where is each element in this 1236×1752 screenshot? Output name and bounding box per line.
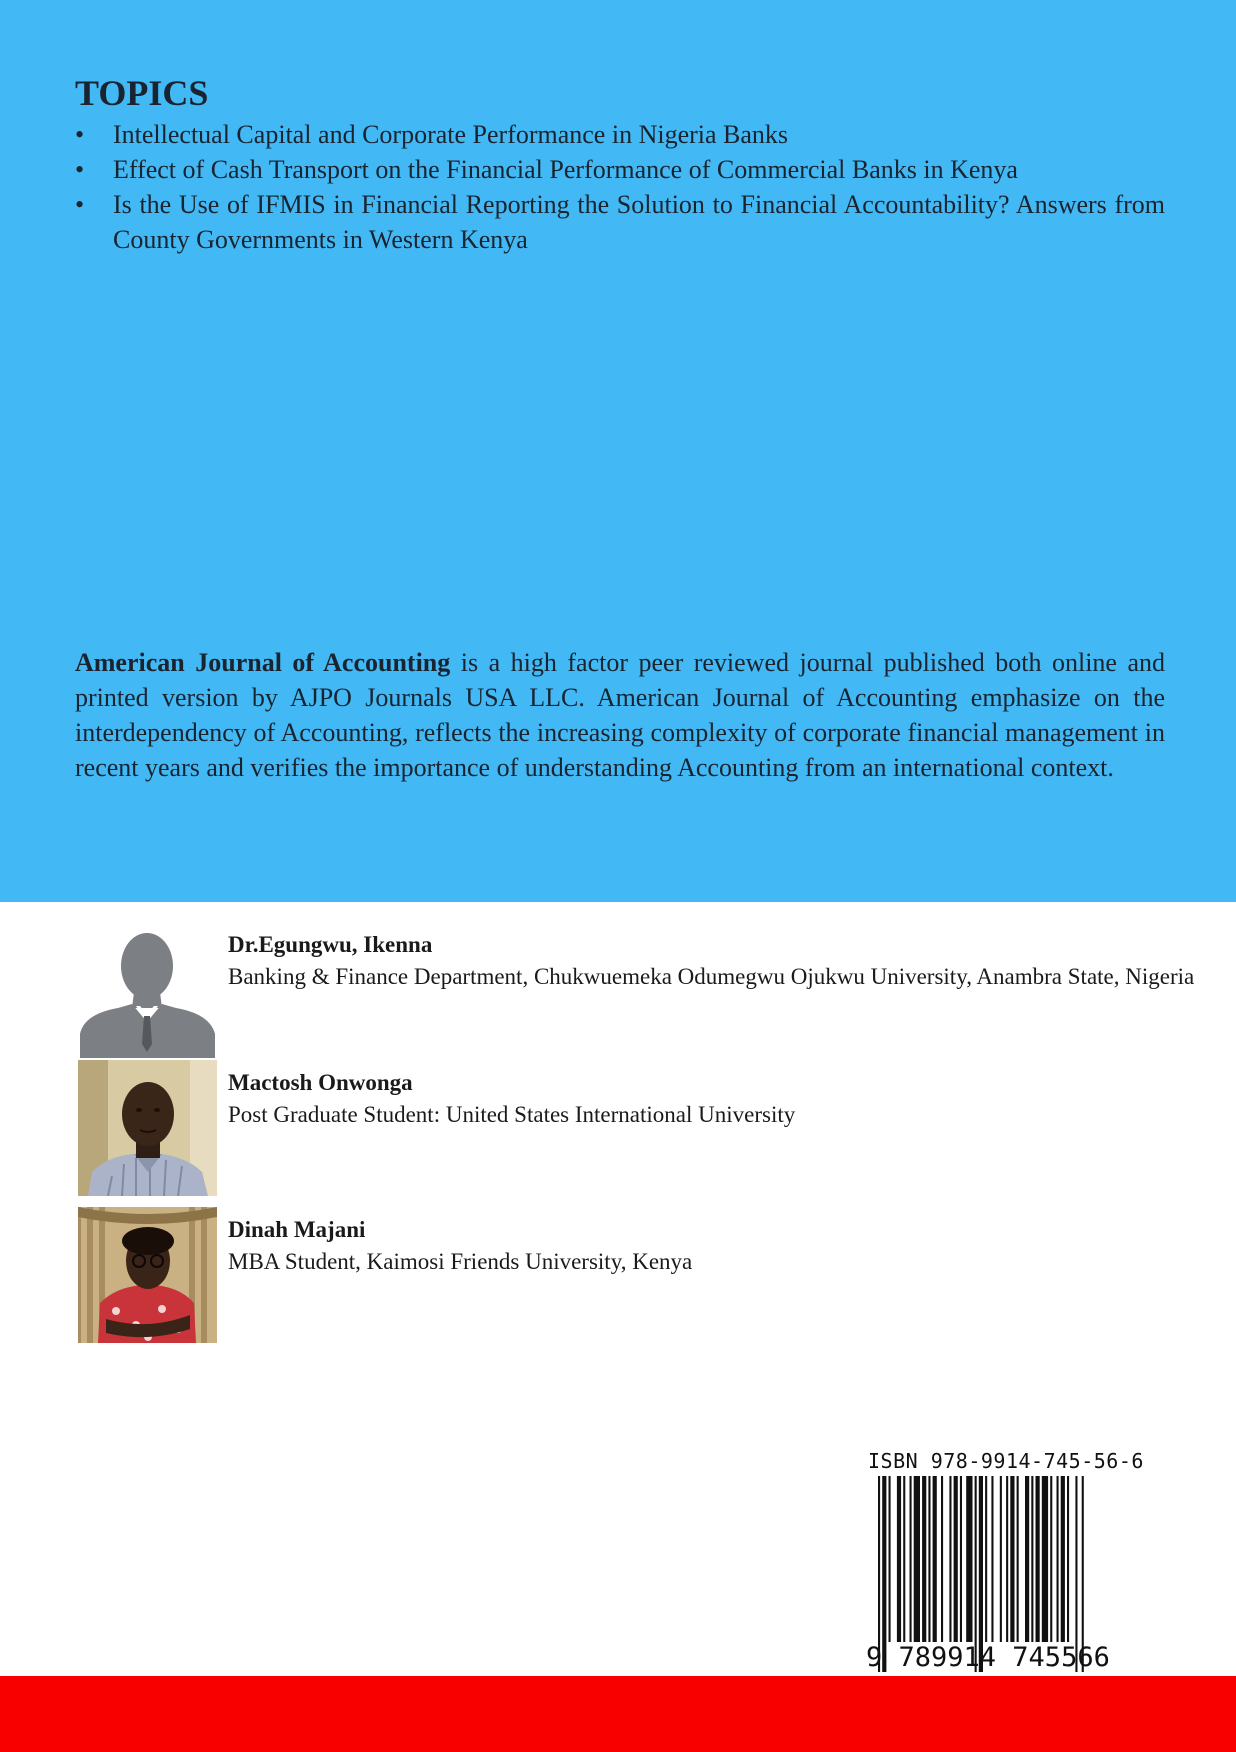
barcode-bar <box>985 1476 987 1642</box>
bullet: • <box>75 155 85 184</box>
topic-item <box>75 187 1165 257</box>
topic-item <box>75 152 1165 187</box>
journal-description-text: is a high factor peer reviewed journal published both online and printed version by AJPO Journals USA LLC. American Journal of Accounting emphasize on the interdependency of Accounting, reflects the increasing complexity of corporate financial management in recent years and verifies the importance of understanding Accounting from an international context. <box>75 648 1165 782</box>
author-photo <box>78 1060 217 1196</box>
barcode-bar <box>991 1476 993 1642</box>
placeholder-silhouette-icon <box>78 922 217 1058</box>
barcode-bar <box>949 1476 951 1642</box>
barcode-bar <box>922 1476 926 1642</box>
author-name: Mactosh Onwonga <box>228 1070 413 1095</box>
author-name: Dinah Majani <box>228 1217 366 1242</box>
barcode-bar <box>941 1476 943 1642</box>
journal-name: American Journal of Accounting <box>75 648 451 677</box>
topics-list <box>75 117 1165 257</box>
barcode-bar <box>966 1476 972 1642</box>
topic-text: Effect of Cash Transport on the Financial Performance of Commercial Banks in Kenya <box>113 155 1018 184</box>
barcode-bar <box>933 1476 937 1642</box>
topic-text: Intellectual Capital and Corporate Performance in Nigeria Banks <box>113 120 789 149</box>
author-affiliation: Post Graduate Student: United States International University <box>228 1102 796 1127</box>
barcode-bar <box>1050 1476 1052 1642</box>
barcode-bar <box>960 1476 962 1642</box>
barcode-bar <box>954 1476 958 1642</box>
barcode-bar <box>928 1476 930 1642</box>
barcode-bar <box>1006 1476 1008 1642</box>
author-entry <box>78 1060 1178 1196</box>
author-photo <box>78 1207 217 1343</box>
bullet: • <box>75 190 85 219</box>
author-entry <box>78 1207 1178 1343</box>
barcode-bar <box>1025 1476 1029 1642</box>
barcode-bar <box>910 1476 912 1642</box>
barcode-bar <box>1042 1476 1048 1642</box>
topic-item <box>75 117 1165 152</box>
author-affiliation: MBA Student, Kaimosi Friends University, Kenya <box>228 1249 693 1274</box>
barcode-digits: 9 789914 745566 <box>866 1642 1110 1673</box>
barcode-bar <box>1057 1476 1059 1642</box>
barcode-bar <box>1031 1476 1033 1642</box>
barcode-bar <box>889 1476 891 1642</box>
barcode-bar <box>903 1476 905 1642</box>
journal-description <box>75 645 1165 785</box>
barcode-bar <box>1000 1476 1002 1642</box>
barcode-bar <box>1010 1476 1014 1642</box>
topic-text: Is the Use of IFMIS in Financial Reporting the Solution to Financial Accountability? Answers from County Governments in Western Kenya <box>113 190 1165 254</box>
footer-red-strip <box>0 1676 1236 1752</box>
author-affiliation: Banking & Finance Department, Chukwuemeka Odumegwu Ojukwu University, Anambra State, Nigeria <box>228 964 1195 989</box>
barcode-bar <box>1061 1476 1065 1642</box>
author-entry <box>78 922 1195 1058</box>
barcode-bar <box>897 1476 901 1642</box>
barcode-bar <box>1017 1476 1019 1642</box>
barcode-bar <box>914 1476 920 1642</box>
bullet: • <box>75 120 85 149</box>
barcode-bar <box>1036 1476 1040 1642</box>
isbn-label: ISBN 978-9914-745-56-6 <box>868 1449 1144 1473</box>
topics-heading: TOPICS <box>75 73 209 113</box>
barcode-bar <box>1067 1476 1069 1642</box>
author-name: Dr.Egungwu, Ikenna <box>228 932 433 957</box>
